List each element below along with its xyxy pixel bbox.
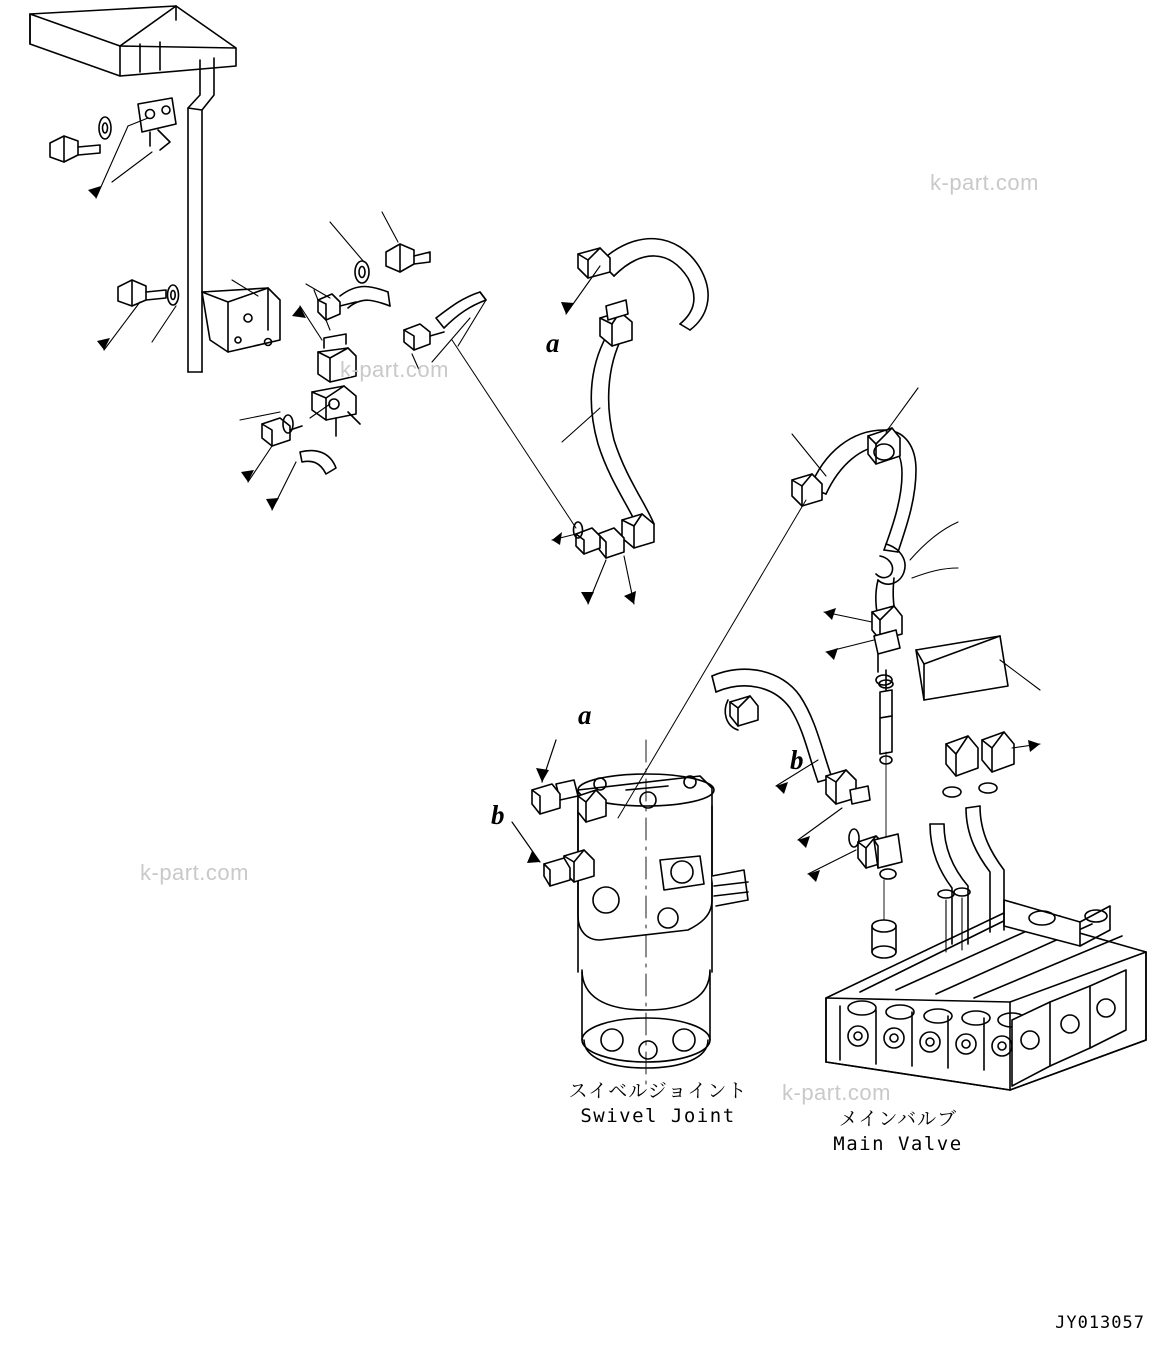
hose-assembly-a	[574, 239, 709, 558]
caption-main-valve-en: Main Valve	[833, 1132, 963, 1155]
callout-a-top: a	[546, 328, 560, 358]
valve-stem-pin	[872, 680, 902, 958]
caption-swivel-joint-jp: スイベルジョイント	[568, 1080, 748, 1102]
washer-mid-left	[168, 285, 179, 305]
caption-swivel-joint-en: Swivel Joint	[580, 1104, 736, 1127]
watermark: k-part.com	[782, 1080, 891, 1105]
swivel-joint-body	[578, 740, 748, 1090]
curved-tube-right	[436, 292, 486, 328]
elbow-lower-left	[300, 451, 336, 474]
bolt-mid-left	[118, 280, 166, 306]
watermark: k-part.com	[340, 357, 449, 382]
elbow-fitting-c	[386, 244, 430, 272]
tank-body	[30, 6, 236, 76]
solenoid-valve	[312, 334, 360, 436]
hose-assembly-upper-right	[792, 428, 916, 690]
caption-main-valve-jp: メインバルブ	[838, 1108, 958, 1130]
callout-b-swivel: b	[491, 800, 505, 830]
caption-swivel-joint	[528, 1080, 788, 1128]
nut-fitting-b	[355, 261, 369, 283]
main-valve-inlet-tubes	[916, 636, 1014, 944]
bolt-upper-left	[50, 136, 100, 162]
fitting-lower-left	[262, 418, 302, 446]
watermark: k-part.com	[140, 860, 249, 885]
mount-bracket	[202, 288, 280, 352]
caption-main-valve	[778, 1108, 1018, 1156]
washer-upper-left	[99, 117, 111, 139]
callout-b-valve: b	[790, 745, 804, 775]
hose-assembly-b	[712, 669, 870, 804]
tube-fitting-d	[404, 324, 444, 350]
callout-a-swivel: a	[578, 700, 592, 730]
drawing-number: JY013057	[1055, 1313, 1145, 1333]
watermark: k-part.com	[930, 170, 1039, 195]
